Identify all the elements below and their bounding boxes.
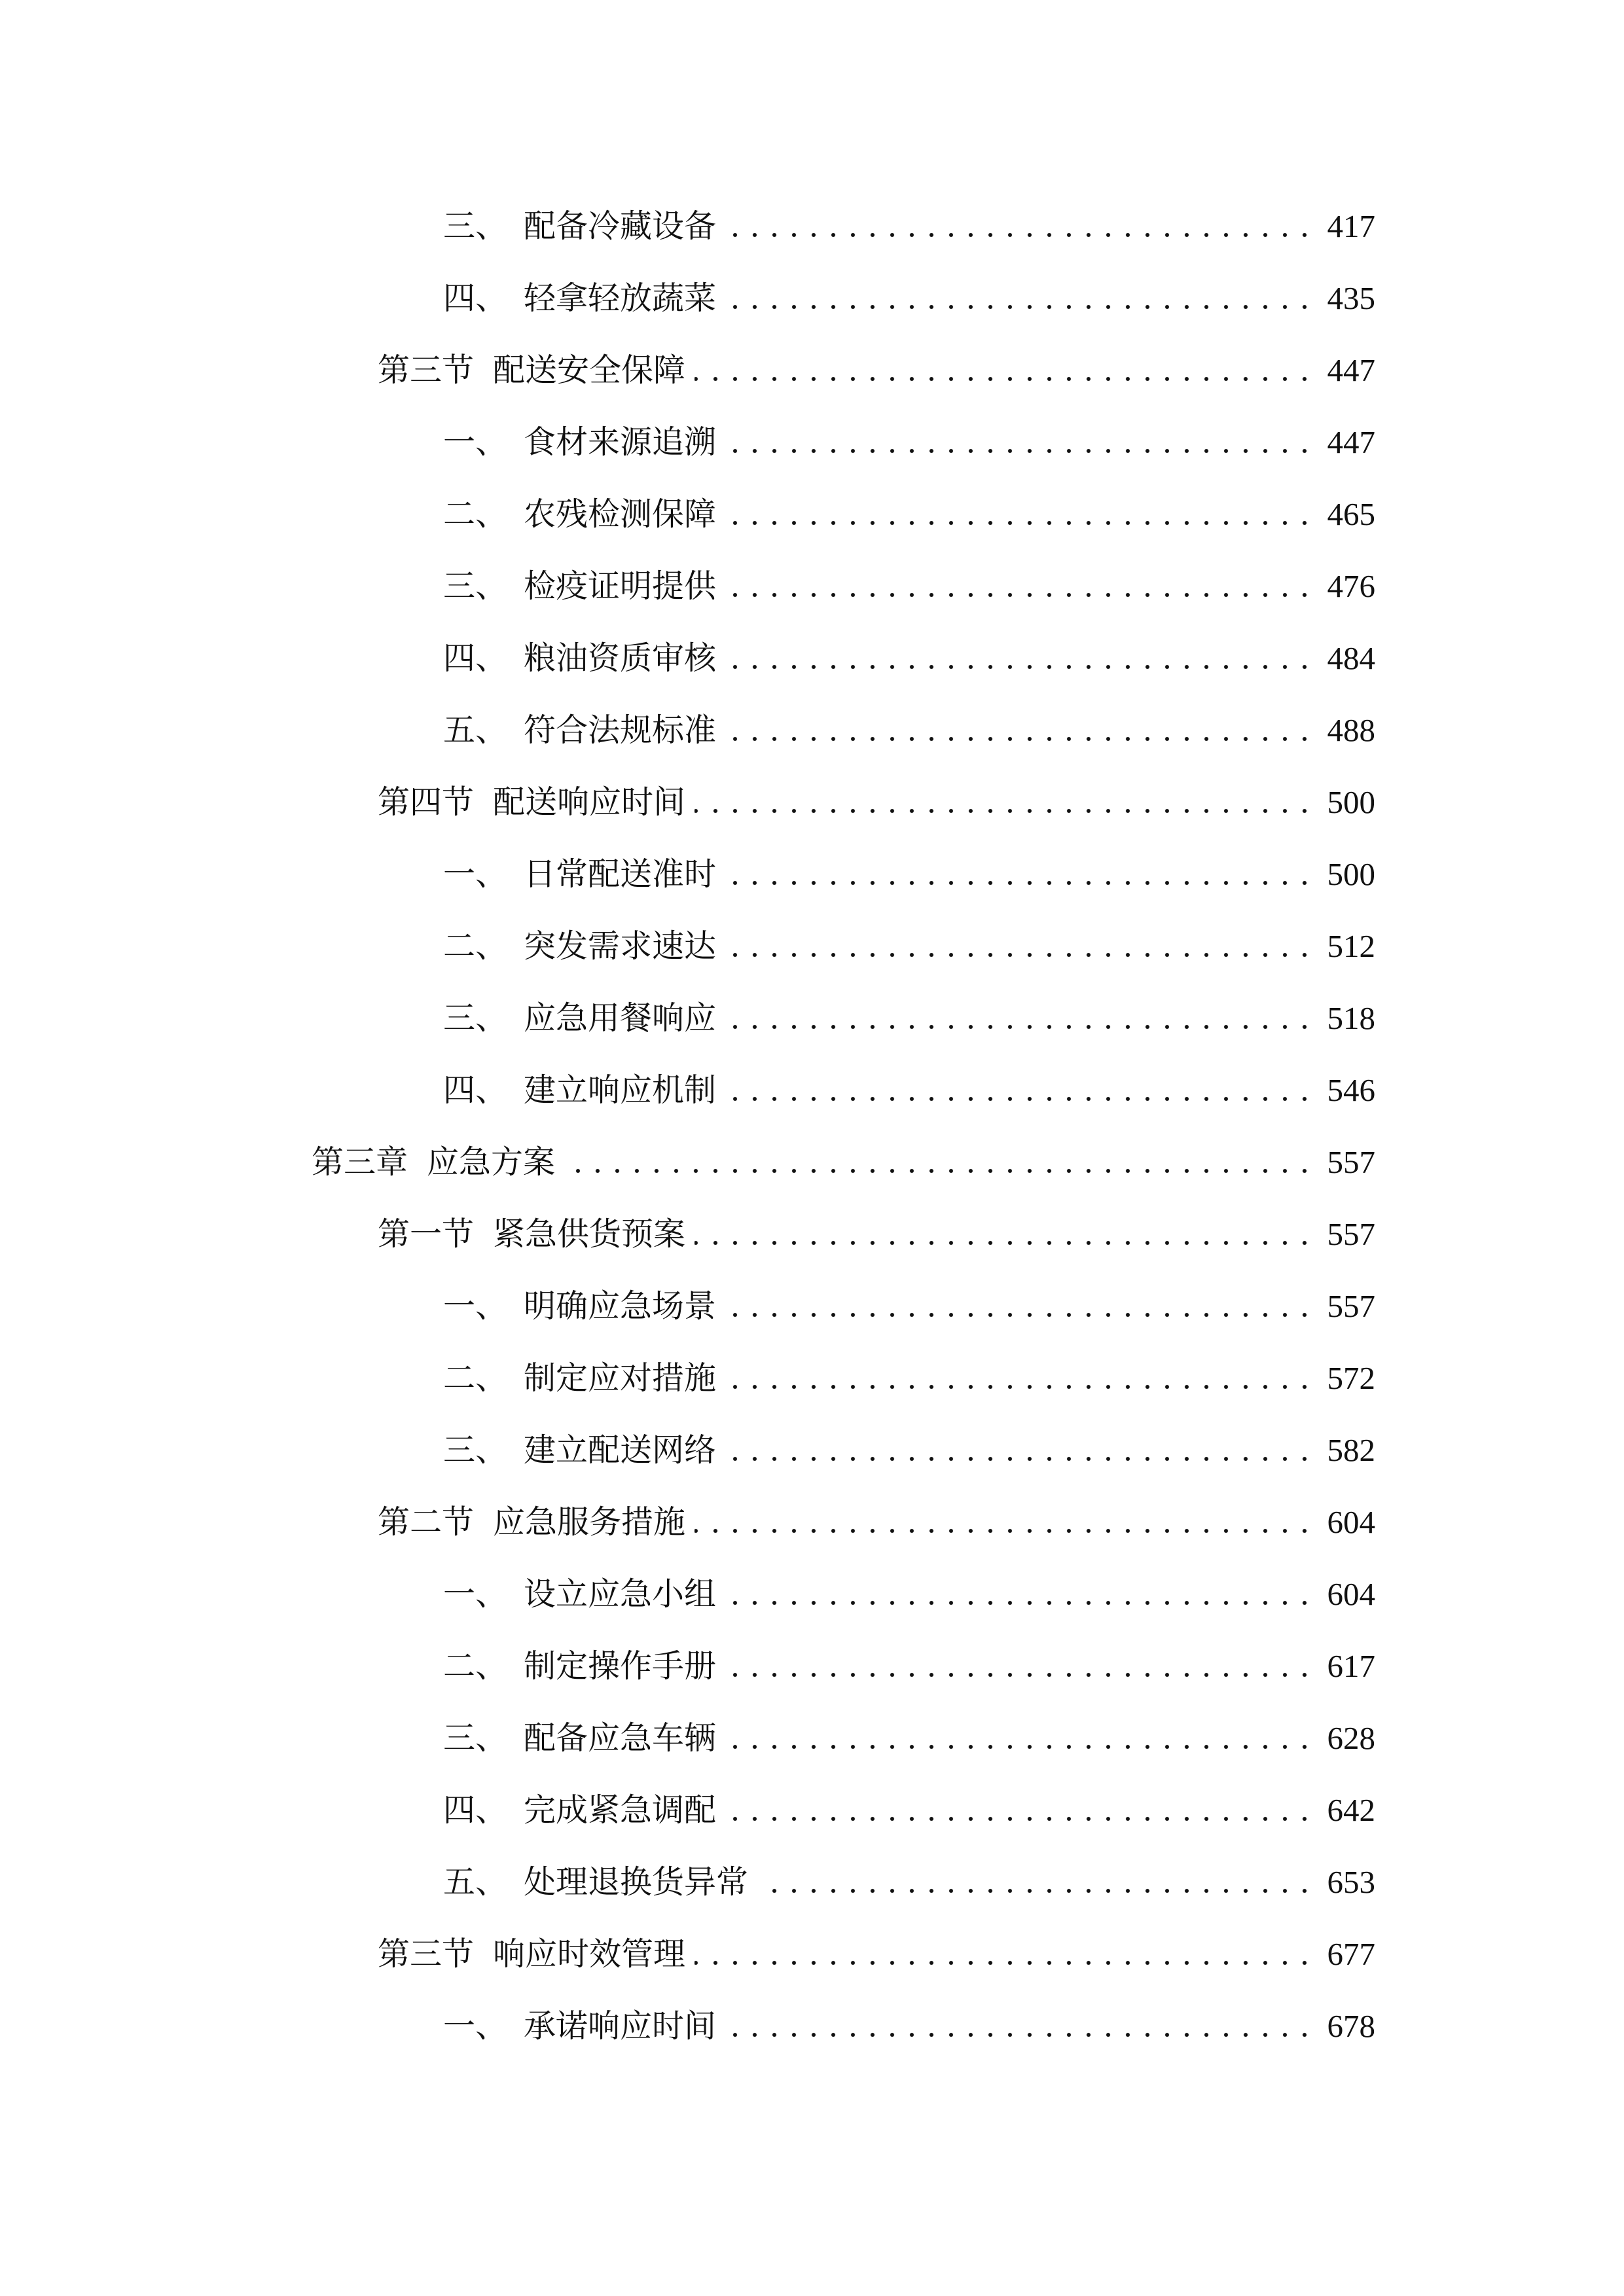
toc-leader-dots: [725, 190, 1314, 262]
toc-entry-number: 二、: [443, 928, 508, 964]
toc-entry-number: 一、: [443, 856, 508, 892]
toc-leader-dots: [695, 1918, 1314, 1990]
toc-entry-title: 应急方案: [427, 1144, 556, 1180]
toc-entry-number: 二、: [443, 496, 508, 532]
toc-entry[interactable]: [0, 1774, 1375, 1846]
toc-page-number: 518: [1327, 1000, 1375, 1036]
toc-page-number: 500: [1327, 784, 1375, 820]
toc-entry-title: 日常配送准时: [524, 856, 717, 892]
toc-entry-title: 完成紧急调配: [524, 1792, 717, 1828]
toc-entry-number: 第四节: [378, 784, 475, 820]
toc-entry-title: 配送响应时间: [493, 784, 686, 820]
toc-entry-title: 制定操作手册: [524, 1648, 717, 1684]
toc-entry-number: 五、: [443, 1864, 508, 1900]
toc-leader-dots: [695, 334, 1314, 406]
toc-page-number: 500: [1327, 856, 1375, 892]
toc-page-number: 484: [1327, 640, 1375, 676]
toc-page-number: 465: [1327, 496, 1375, 532]
toc-entry[interactable]: [0, 694, 1375, 766]
toc-page-number: 447: [1327, 352, 1375, 388]
toc-entry[interactable]: [0, 1342, 1375, 1414]
toc-leader-dots: [725, 1774, 1314, 1846]
toc-entry-number: 第三节: [378, 352, 475, 388]
toc-entry-number: 一、: [443, 424, 508, 460]
toc-page-number: 582: [1327, 1432, 1375, 1468]
toc-page-number: 677: [1327, 1936, 1375, 1972]
toc-entry-title: 配送安全保障: [493, 352, 686, 388]
toc-entry-title: 农残检测保障: [524, 496, 717, 532]
toc-entry-title: 应急用餐响应: [524, 1000, 717, 1036]
toc-entry-title: 处理退换货异常: [524, 1864, 749, 1900]
toc-entry[interactable]: [0, 1990, 1375, 2062]
toc-entry-title: 符合法规标准: [524, 712, 717, 748]
toc-entry[interactable]: [0, 1270, 1375, 1342]
toc-entry-number: 五、: [443, 712, 508, 748]
toc-entry-number: 一、: [443, 2008, 508, 2044]
toc-leader-dots: [757, 1846, 1314, 1918]
toc-leader-dots: [725, 1630, 1314, 1702]
toc-entry-title: 明确应急场景: [524, 1288, 717, 1324]
toc-page-number: 435: [1327, 280, 1375, 316]
toc-entry[interactable]: [0, 262, 1375, 334]
toc-entry-number: 二、: [443, 1360, 508, 1396]
toc-entry[interactable]: [0, 982, 1375, 1054]
toc-entry[interactable]: [0, 1918, 1375, 1990]
toc-entry[interactable]: [0, 766, 1375, 838]
toc-entry-title: 建立响应机制: [524, 1072, 717, 1108]
toc-entry-number: 三、: [443, 1720, 508, 1756]
toc-leader-dots: [725, 1702, 1314, 1774]
toc-page-number: 557: [1327, 1288, 1375, 1324]
toc-leader-dots: [725, 478, 1314, 550]
toc-entry-title: 紧急供货预案: [493, 1216, 686, 1252]
toc-entry[interactable]: [0, 838, 1375, 910]
toc-entry-title: 建立配送网络: [524, 1432, 717, 1468]
toc-leader-dots: [725, 1990, 1314, 2062]
toc-page-number: 642: [1327, 1792, 1375, 1828]
toc-leader-dots: [725, 1054, 1314, 1126]
toc-entry-number: 二、: [443, 1648, 508, 1684]
toc-page-number: 476: [1327, 568, 1375, 604]
toc-entry-number: 第三章: [312, 1144, 408, 1180]
toc-leader-dots: [725, 550, 1314, 622]
toc-entry[interactable]: [0, 1198, 1375, 1270]
toc-page-number: 557: [1327, 1216, 1375, 1252]
toc-entry[interactable]: [0, 1702, 1375, 1774]
toc-entry-title: 配备冷藏设备: [524, 208, 717, 244]
toc-entry-title: 检疫证明提供: [524, 568, 717, 604]
toc-leader-dots: [725, 1342, 1314, 1414]
toc-page-number: 512: [1327, 928, 1375, 964]
toc-entry-title: 突发需求速达: [524, 928, 717, 964]
toc-entry-number: 三、: [443, 1000, 508, 1036]
toc-leader-dots: [725, 1270, 1314, 1342]
toc-leader-dots: [725, 622, 1314, 694]
toc-leader-dots: [695, 1486, 1314, 1558]
toc-page-number: 557: [1327, 1144, 1375, 1180]
toc-entry-number: 一、: [443, 1576, 508, 1612]
toc-entry-number: 三、: [443, 208, 508, 244]
toc-entry-number: 三、: [443, 1432, 508, 1468]
toc-entry-number: 四、: [443, 280, 508, 316]
toc-entry-number: 四、: [443, 640, 508, 676]
toc-page-number: 628: [1327, 1720, 1375, 1756]
toc-entry-title: 响应时效管理: [493, 1936, 686, 1972]
toc-entry-title: 轻拿轻放蔬菜: [524, 280, 717, 316]
toc-leader-dots: [725, 694, 1314, 766]
toc-entry[interactable]: [0, 1486, 1375, 1558]
toc-entry-number: 第三节: [378, 1936, 475, 1972]
toc-page-number: 653: [1327, 1864, 1375, 1900]
toc-page-number: 604: [1327, 1504, 1375, 1540]
toc-entry[interactable]: [0, 1414, 1375, 1486]
toc-entry-title: 食材来源追溯: [524, 424, 717, 460]
toc-entry[interactable]: [0, 334, 1375, 406]
toc-leader-dots: [695, 1198, 1314, 1270]
toc-page-number: 417: [1327, 208, 1375, 244]
toc-entry[interactable]: [0, 1630, 1375, 1702]
toc-entry-number: 第二节: [378, 1504, 475, 1540]
toc-entry-number: 四、: [443, 1792, 508, 1828]
toc-entry[interactable]: [0, 1054, 1375, 1126]
toc-leader-dots: [725, 982, 1314, 1054]
toc-entry-number: 一、: [443, 1288, 508, 1324]
toc-leader-dots: [725, 838, 1314, 910]
toc-entry-number: 第一节: [378, 1216, 475, 1252]
toc-entry[interactable]: [0, 1126, 1375, 1198]
toc-page-number: 488: [1327, 712, 1375, 748]
toc-page-number: 572: [1327, 1360, 1375, 1396]
toc-entry[interactable]: [0, 190, 1375, 262]
toc-entry[interactable]: [0, 1558, 1375, 1630]
toc-leader-dots: [725, 1558, 1314, 1630]
toc-entry-title: 应急服务措施: [493, 1504, 686, 1540]
toc-entry[interactable]: [0, 550, 1375, 622]
toc-entry-number: 四、: [443, 1072, 508, 1108]
toc-leader-dots: [725, 910, 1314, 982]
toc-entry-title: 承诺响应时间: [524, 2008, 717, 2044]
toc-entry-number: 三、: [443, 568, 508, 604]
toc-page-number: 617: [1327, 1648, 1375, 1684]
toc-entry-title: 配备应急车辆: [524, 1720, 717, 1756]
toc-page-number: 447: [1327, 424, 1375, 460]
toc-leader-dots: [725, 262, 1314, 334]
toc-entry[interactable]: [0, 910, 1375, 982]
toc-entry[interactable]: [0, 622, 1375, 694]
toc-entry-title: 粮油资质审核: [524, 640, 717, 676]
toc-entry-title: 制定应对措施: [524, 1360, 717, 1396]
toc-page-number: 678: [1327, 2008, 1375, 2044]
toc-leader-dots: [564, 1126, 1314, 1198]
toc-entry[interactable]: [0, 406, 1375, 478]
toc-entry[interactable]: [0, 478, 1375, 550]
toc-entry[interactable]: [0, 1846, 1375, 1918]
toc-leader-dots: [695, 766, 1314, 838]
toc-page-number: 604: [1327, 1576, 1375, 1612]
toc-page-number: 546: [1327, 1072, 1375, 1108]
table-of-contents: [0, 190, 1375, 2062]
toc-entry-title: 设立应急小组: [524, 1576, 717, 1612]
toc-leader-dots: [725, 1414, 1314, 1486]
toc-leader-dots: [725, 406, 1314, 478]
